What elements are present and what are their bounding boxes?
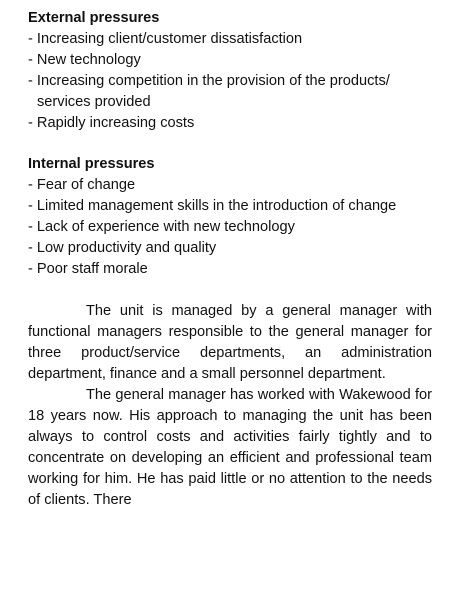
list-item: - Poor staff morale xyxy=(28,259,432,280)
body-paragraph: The general manager has worked with Wakewood for 18 years now. His approach to managing the unit has been always to control costs and activities fairly tightly and to concentrate on developing an efficient and professional team working for him. He has paid little or no attention to the needs of clients. There xyxy=(28,387,432,508)
external-pressures-heading: External pressures xyxy=(28,10,160,26)
list-item: - Limited management skills in the introduction of change xyxy=(28,196,432,217)
list-item: - Rapidly increasing costs xyxy=(28,113,432,134)
list-item: - Increasing client/customer dissatisfaction xyxy=(28,29,432,50)
internal-pressures-heading: Internal pressures xyxy=(28,156,155,172)
document-page xyxy=(28,8,432,511)
list-item: - Fear of change xyxy=(28,175,432,196)
external-pressures-list xyxy=(28,29,432,134)
list-item: - Low productivity and quality xyxy=(28,238,432,259)
list-item: - Increasing competition in the provision of the products/ services provided xyxy=(28,71,432,113)
body-paragraph: The unit is managed by a general manager with functional managers responsible to the general manager for three product/service departments, an administration department, finance and a small personnel department. xyxy=(28,303,432,382)
list-item: - New technology xyxy=(28,50,432,71)
list-item: - Lack of experience with new technology xyxy=(28,217,432,238)
internal-pressures-list xyxy=(28,175,432,280)
